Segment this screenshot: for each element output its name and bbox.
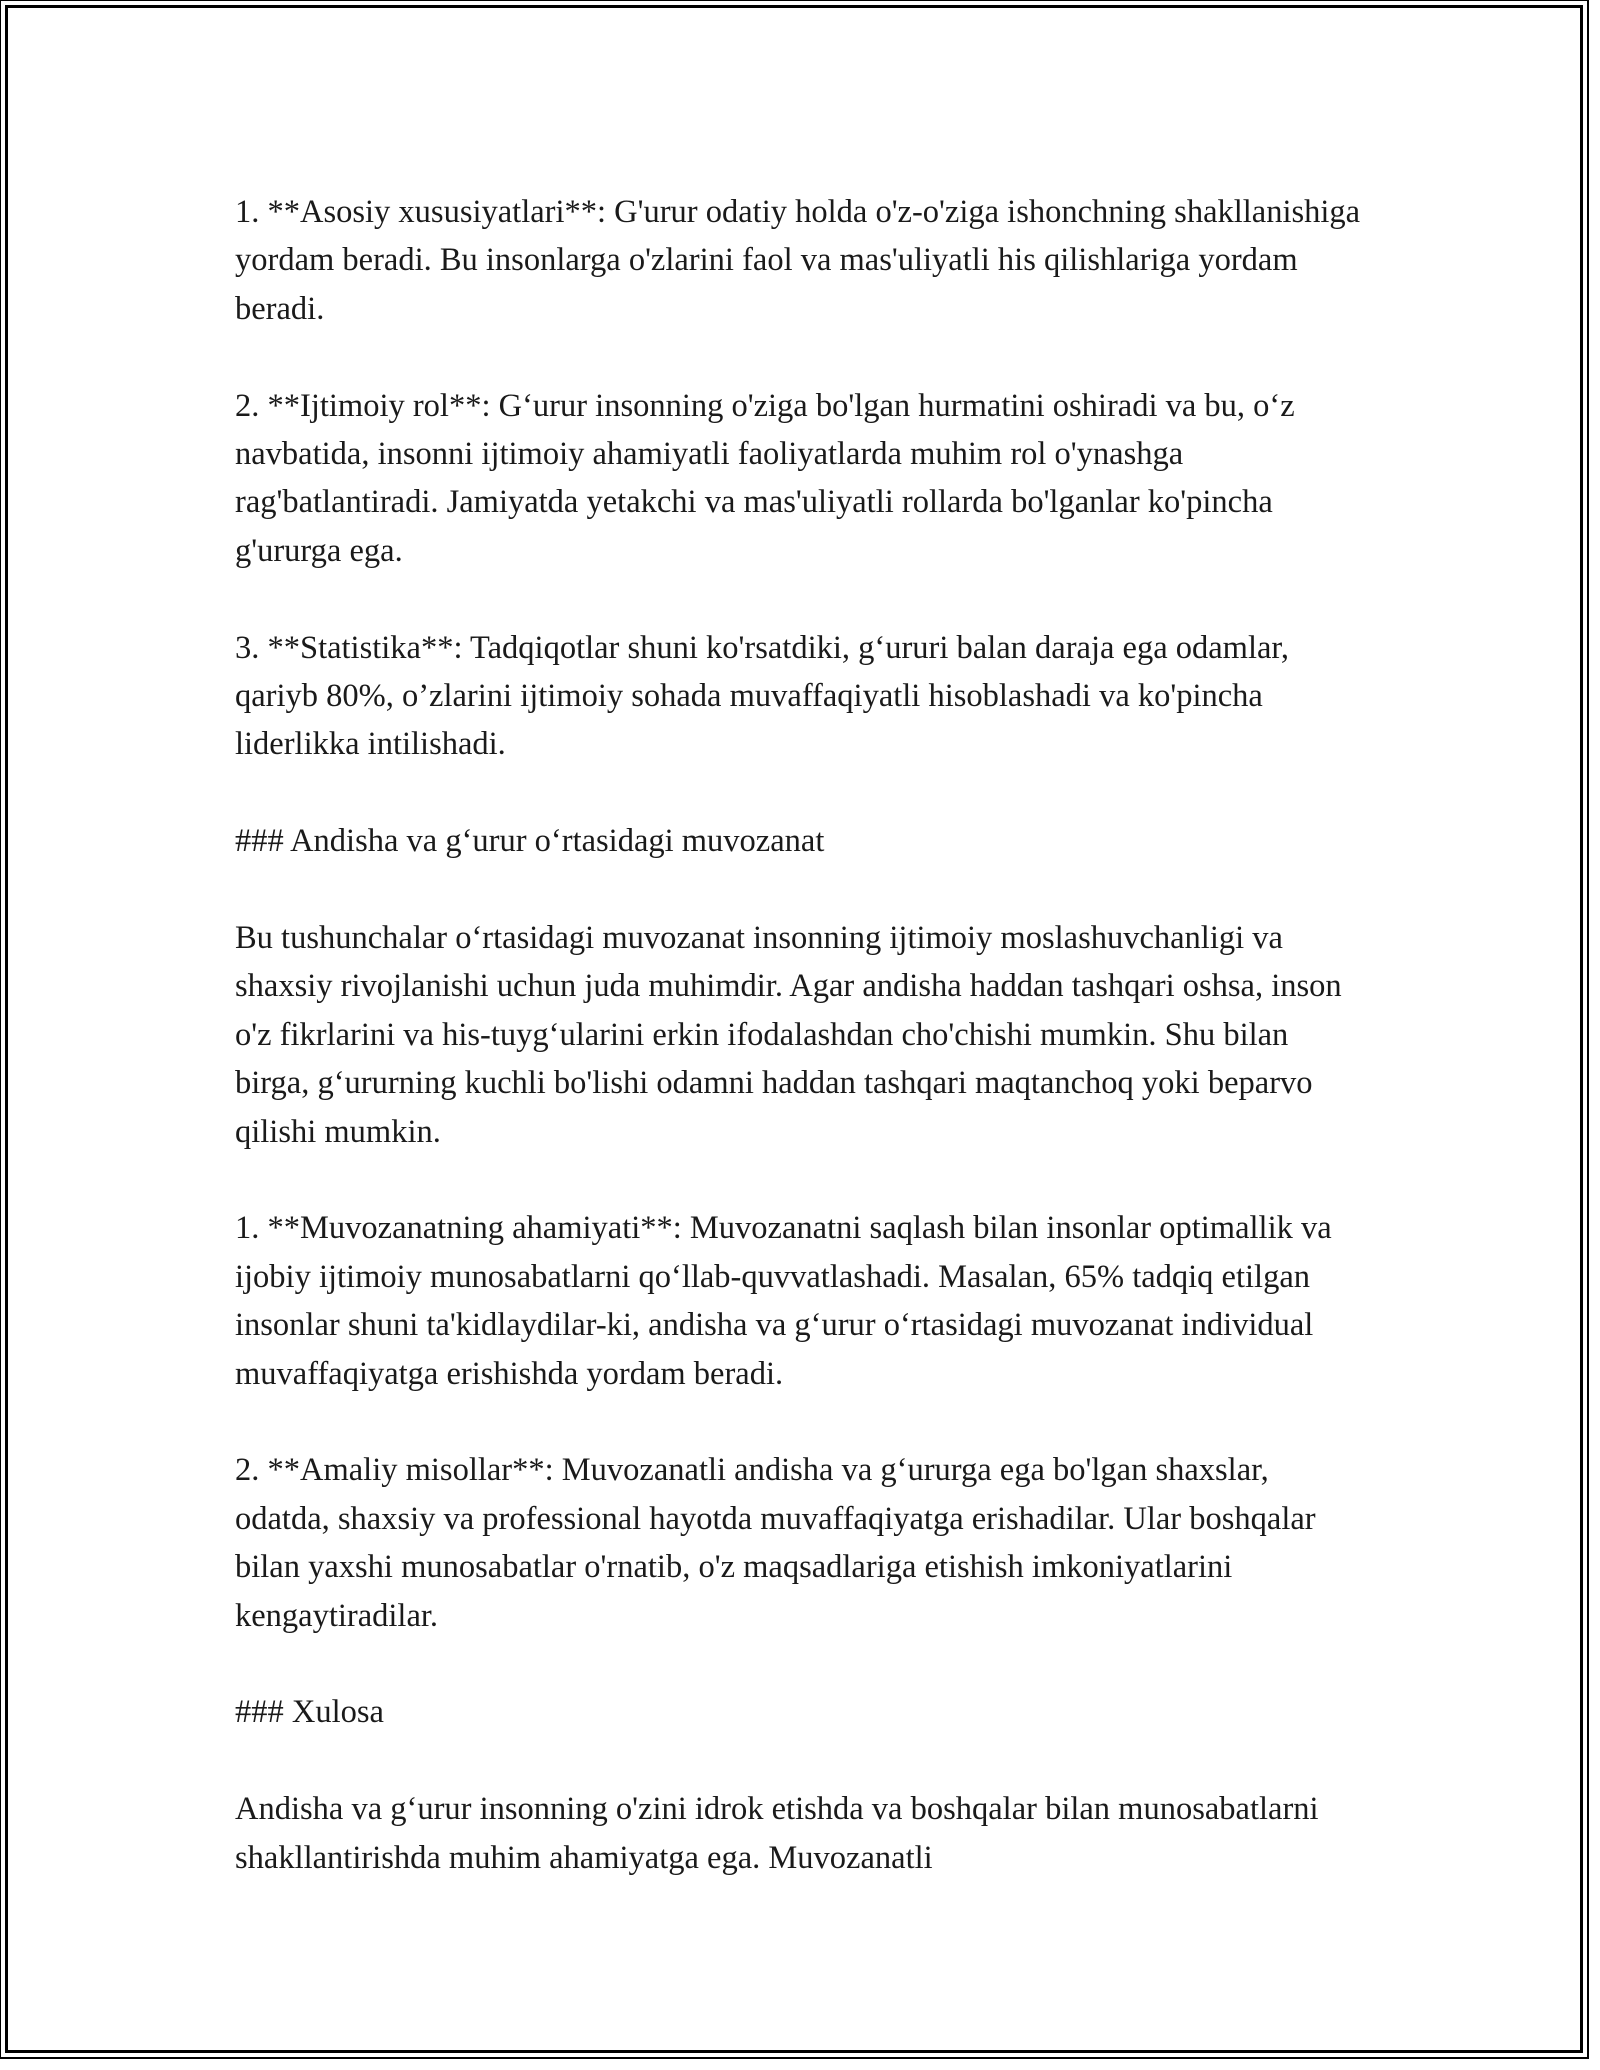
paragraph-muvozanat-intro: Bu tushunchalar o‘rtasidagi muvozanat insonning ijtimoiy moslashuvchanligi va shaxsiy rivojlanishi uchun juda muhimdir. Agar andisha haddan tashqari oshsa, inson o'z fikrlarini va his-tuyg‘ularini erkin ifodalashdan cho'chishi mumkin. Shu bilan birga, g‘ururning kuchli bo'lishi odamni haddan tashqari maqtanchoq yoki beparvo qilishi mumkin. [235, 920, 1342, 1150]
paragraph-xulosa: Andisha va g‘urur insonning o'zini idrok etishda va boshqalar bilan munosabatlarni shakllantirishda muhim ahamiyatga ega. Muvozanatli [235, 1791, 1319, 1876]
paragraph-muvozanatning-ahamiyati: 1. **Muvozanatning ahamiyati**: Muvozanatni saqlash bilan insonlar optimallik va ijobiy ijtimoiy munosabatlarni qo‘llab-quvvatlashadi. Masalan, 65% tadqiq etilgan insonlar shuni ta'kidlaydilar-ki, andisha va g‘urur o‘rtasidagi muvozanat individual muvaffaqiyatga erishishda yordam beradi. [235, 1210, 1332, 1392]
paragraph-ijtimoiy-rol: 2. **Ijtimoiy rol**: G‘urur insonning o'ziga bo'lgan hurmatini oshiradi va bu, o‘z navbatida, insonni ijtimoiy ahamiyatli faoliyatlarda muhim rol o'ynashga rag'batlantiradi. Jamiyatda yetakchi va mas'uliyatli rollarda bo'lganlar ko'pincha g'ururga ega. [235, 387, 1295, 569]
paragraph-statistika: 3. **Statistika**: Tadqiqotlar shuni ko'rsatdiki, g‘ururi balan daraja ega odamlar, qariyb 80%, o’zlarini ijtimoiy sohada muvaffaqiyatli hisoblashadi va ko'pincha liderlikka intilishadi. [235, 629, 1290, 763]
paragraph-asosiy-xususiyatlari: 1. **Asosiy xususiyatlari**: G'urur odatiy holda o'z-o'ziga ishonchning shakllanishiga yordam beradi. Bu insonlarga o'zlarini faol va mas'uliyatli his qilishlariga yordam beradi. [235, 194, 1361, 327]
heading-andisha-va-gurur-muvozanat: ### Andisha va g‘urur o‘rtasidagi muvozanat [235, 823, 825, 860]
document-body [235, 188, 1370, 1882]
heading-xulosa: ### Xulosa [235, 1694, 384, 1731]
paragraph-amaliy-misollar: 2. **Amaliy misollar**: Muvozanatli andisha va g‘ururga ega bo'lgan shaxslar, odatda, shaxsiy va professional hayotda muvaffaqiyatga erishadilar. Ular boshqalar bilan yaxshi munosabatlar o'rnatib, o'z maqsadlariga etishish imkoniyatlarini kengaytiradilar. [235, 1452, 1316, 1634]
